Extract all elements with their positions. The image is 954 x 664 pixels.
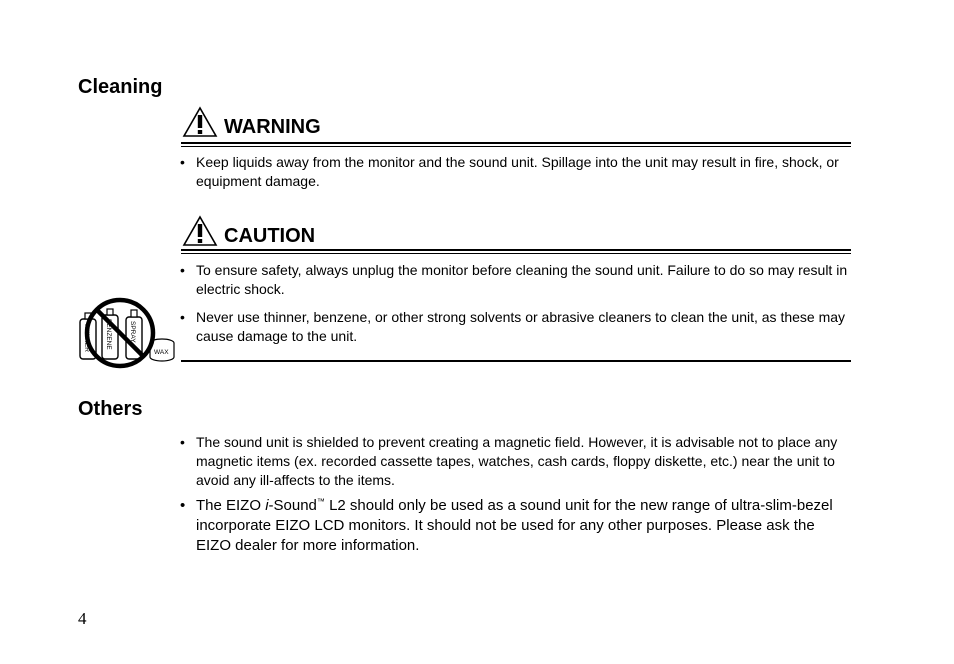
caution-rule <box>181 249 851 254</box>
brand-i: i <box>265 497 269 514</box>
section-title-others: Others <box>78 398 143 420</box>
warning-triangle-icon <box>182 106 218 138</box>
caution-item-2 <box>180 308 850 346</box>
warning-heading <box>182 106 321 138</box>
thinner-label: THINNER <box>83 323 90 352</box>
section-title-cleaning: Cleaning <box>78 76 163 98</box>
caution-item-1 <box>180 261 850 299</box>
others-item-text: The sound unit is shielded to prevent creating a magnetic field. However, it is advisable not to place any magnetic items (ex. recorded cassette tapes, watches, cash cards, floppy diskette, etc.) near the unit to avoid any ill-affects to the items. <box>196 434 838 488</box>
spray-label: SPRAY <box>129 321 136 343</box>
others-item-2 <box>180 496 850 556</box>
warning-label: WARNING <box>224 116 321 138</box>
caution-item-text: Never use thinner, benzene, or other strong solvents or abrasive cleaners to clean the unit, as these may cause damage to the unit. <box>196 309 846 344</box>
benzene-label: BENZENE <box>105 319 112 350</box>
warning-item <box>180 153 850 191</box>
caution-item-text: To ensure safety, always unplug the monitor before cleaning the sound unit. Failure to do so may result in electric shock. <box>196 262 848 297</box>
others-item-2-post: L2 should only be used as a sound unit for the new range of ultra-slim-bezel incorporate EIZO LCD monitors. It should not be used for any other purposes. Please ask the EIZO dealer for more information. <box>196 497 833 554</box>
brand-sound: -Sound <box>268 497 317 514</box>
bullet-dot: • <box>180 262 185 278</box>
others-item-text <box>196 496 850 556</box>
wax-label: WAX <box>154 349 169 356</box>
bullet-dot: • <box>180 434 185 450</box>
bullet-dot: • <box>180 154 185 170</box>
trademark-symbol: ™ <box>316 497 325 506</box>
caution-triangle-icon <box>182 215 218 247</box>
caution-label: CAUTION <box>224 225 316 247</box>
no-solvents-icon <box>74 295 178 373</box>
warning-item-text: Keep liquids away from the monitor and the sound unit. Spillage into the unit may result in fire, shock, or equipment damage. <box>196 154 839 189</box>
warning-rule <box>181 142 851 147</box>
page-number: 4 <box>78 609 87 628</box>
cleaning-end-rule <box>181 360 851 362</box>
others-item-1 <box>180 433 850 490</box>
others-item-2-pre: The EIZO <box>196 497 266 514</box>
bullet-dot: • <box>180 497 186 514</box>
caution-heading <box>182 215 315 247</box>
bullet-dot: • <box>180 309 185 325</box>
